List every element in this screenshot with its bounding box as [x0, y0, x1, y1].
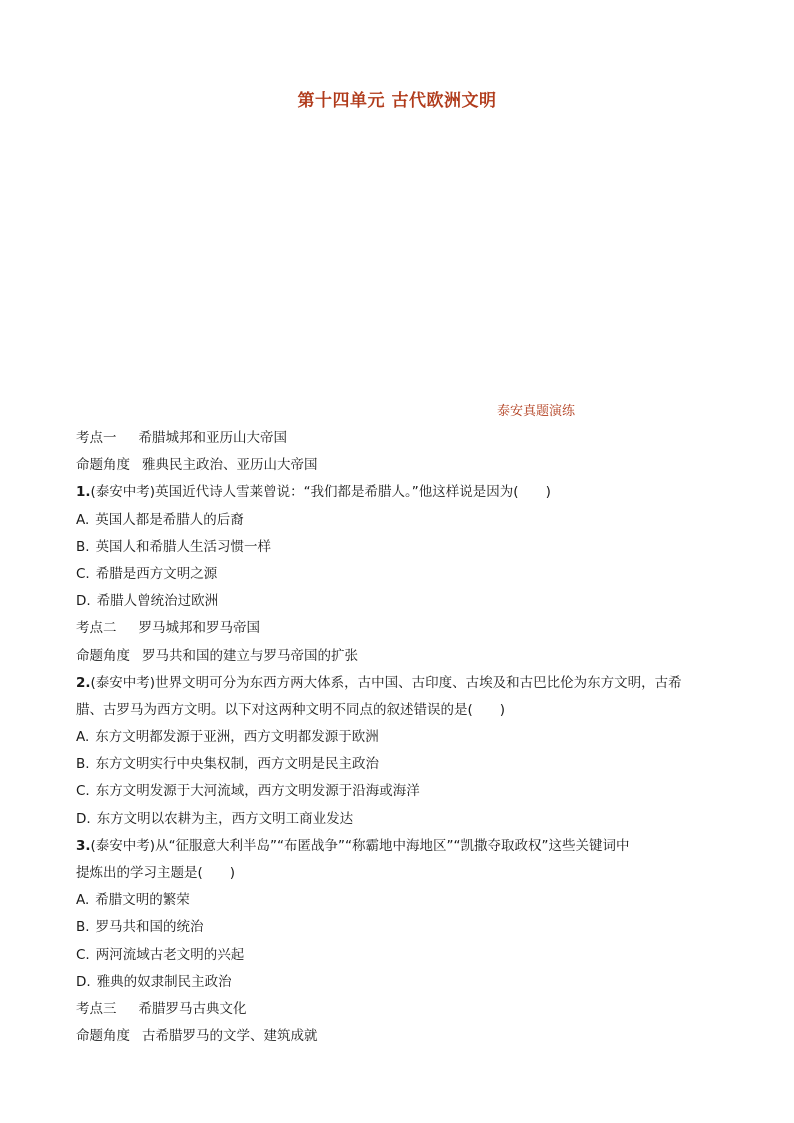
- exam-point-label: 考点一: [76, 430, 117, 446]
- question-1-option-a: [76, 507, 726, 534]
- exam-point-3: [76, 996, 726, 1023]
- question-stem: 腊、古罗马为西方文明。以下对这两种文明不同点的叙述错误的是( ): [76, 701, 506, 718]
- option-letter: D.: [76, 593, 91, 610]
- question-2-option-d: [76, 806, 726, 833]
- question-stem: (泰安中考)世界文明可分为东西方两大体系，古中国、古印度、古埃及和古巴比伦为东方文明，古希: [90, 674, 682, 691]
- option-letter: A.: [76, 729, 90, 746]
- question-angle-text: 古希腊罗马的文学、建筑成就: [142, 1028, 318, 1045]
- question-3-option-d: [76, 969, 726, 996]
- question-1-stem: [76, 479, 726, 506]
- question-angle-label: 命题角度: [76, 647, 130, 664]
- exam-point-label: 考点二: [76, 620, 117, 637]
- exam-point-text: 希腊城邦和亚历山大帝国: [138, 430, 287, 446]
- option-text: 两河流域古老文明的兴起: [95, 946, 245, 963]
- question-stem: (泰安中考)从“征服意大利半岛”“布匿战争”“称霸地中海地区”“凯撒夺取政权”这些关键词中: [90, 837, 630, 854]
- option-text: 英国人和希腊人生活习惯一样: [95, 538, 272, 555]
- exam-point-label: 考点三: [76, 1000, 117, 1017]
- question-angle-2: [76, 643, 726, 670]
- page-title: 第十四单元 古代欧洲文明: [297, 91, 497, 111]
- option-text: 东方文明实行中央集权制，西方文明是民主政治: [95, 756, 380, 773]
- option-text: 希腊文明的繁荣: [95, 892, 190, 909]
- question-1-option-b: [76, 534, 726, 561]
- question-angle-label: 命题角度: [76, 457, 130, 474]
- option-letter: D.: [76, 810, 91, 827]
- option-text: 英国人都是希腊人的后裔: [95, 511, 244, 528]
- exam-point-1: [76, 425, 726, 452]
- question-angle-text: 罗马共和国的建立与罗马帝国的扩张: [142, 647, 358, 664]
- question-stem: (泰安中考)英国近代诗人雪莱曾说：“我们都是希腊人。”他这样说是因为( ): [90, 484, 551, 501]
- question-2-option-a: [76, 724, 726, 751]
- question-3-stem-line-2: [76, 860, 726, 887]
- exam-point-text: 罗马城邦和罗马帝国: [138, 620, 260, 637]
- option-letter: C.: [76, 946, 90, 963]
- question-angle-3: [76, 1023, 726, 1050]
- question-1-option-c: [76, 561, 726, 588]
- question-2-stem-line-2: [76, 697, 726, 724]
- question-2-option-c: [76, 778, 726, 805]
- option-text: 东方文明都发源于亚洲，西方文明都发源于欧洲: [95, 729, 379, 746]
- exam-point-text: 希腊罗马古典文化: [138, 1000, 247, 1017]
- option-text: 希腊是西方文明之源: [95, 565, 218, 582]
- option-text: 希腊人曾统治过欧洲: [96, 593, 219, 610]
- question-3-option-c: [76, 942, 726, 969]
- option-text: 东方文明以农耕为主，西方文明工商业发达: [96, 810, 354, 827]
- section-heading: 泰安真题演练: [497, 404, 576, 419]
- question-1-option-d: [76, 588, 726, 615]
- option-letter: B.: [76, 756, 90, 773]
- question-3-option-b: [76, 914, 726, 941]
- option-letter: C.: [76, 783, 90, 800]
- option-letter: D.: [76, 973, 91, 990]
- question-2-option-b: [76, 751, 726, 778]
- question-angle-text: 雅典民主政治、亚历山大帝国: [142, 457, 318, 474]
- question-number: 3.: [76, 837, 91, 854]
- exam-point-2: [76, 615, 726, 642]
- option-letter: A.: [76, 892, 90, 909]
- question-angle-1: [76, 452, 726, 479]
- option-text: 雅典的奴隶制民主政治: [96, 973, 232, 990]
- option-text: 东方文明发源于大河流域，西方文明发源于沿海或海洋: [95, 783, 420, 800]
- question-2-stem-line-1: [76, 670, 726, 697]
- option-letter: A.: [76, 511, 90, 528]
- option-letter: B.: [76, 538, 90, 555]
- question-3-option-a: [76, 887, 726, 914]
- question-number: 2.: [76, 674, 91, 691]
- question-3-stem-line-1: [76, 833, 726, 860]
- question-number: 1.: [76, 484, 91, 501]
- document-body: [76, 425, 726, 1050]
- question-stem: 提炼出的学习主题是( ): [76, 865, 236, 881]
- option-letter: B.: [76, 919, 90, 936]
- question-angle-label: 命题角度: [76, 1028, 130, 1045]
- option-text: 罗马共和国的统治: [95, 919, 204, 936]
- option-letter: C.: [76, 565, 90, 582]
